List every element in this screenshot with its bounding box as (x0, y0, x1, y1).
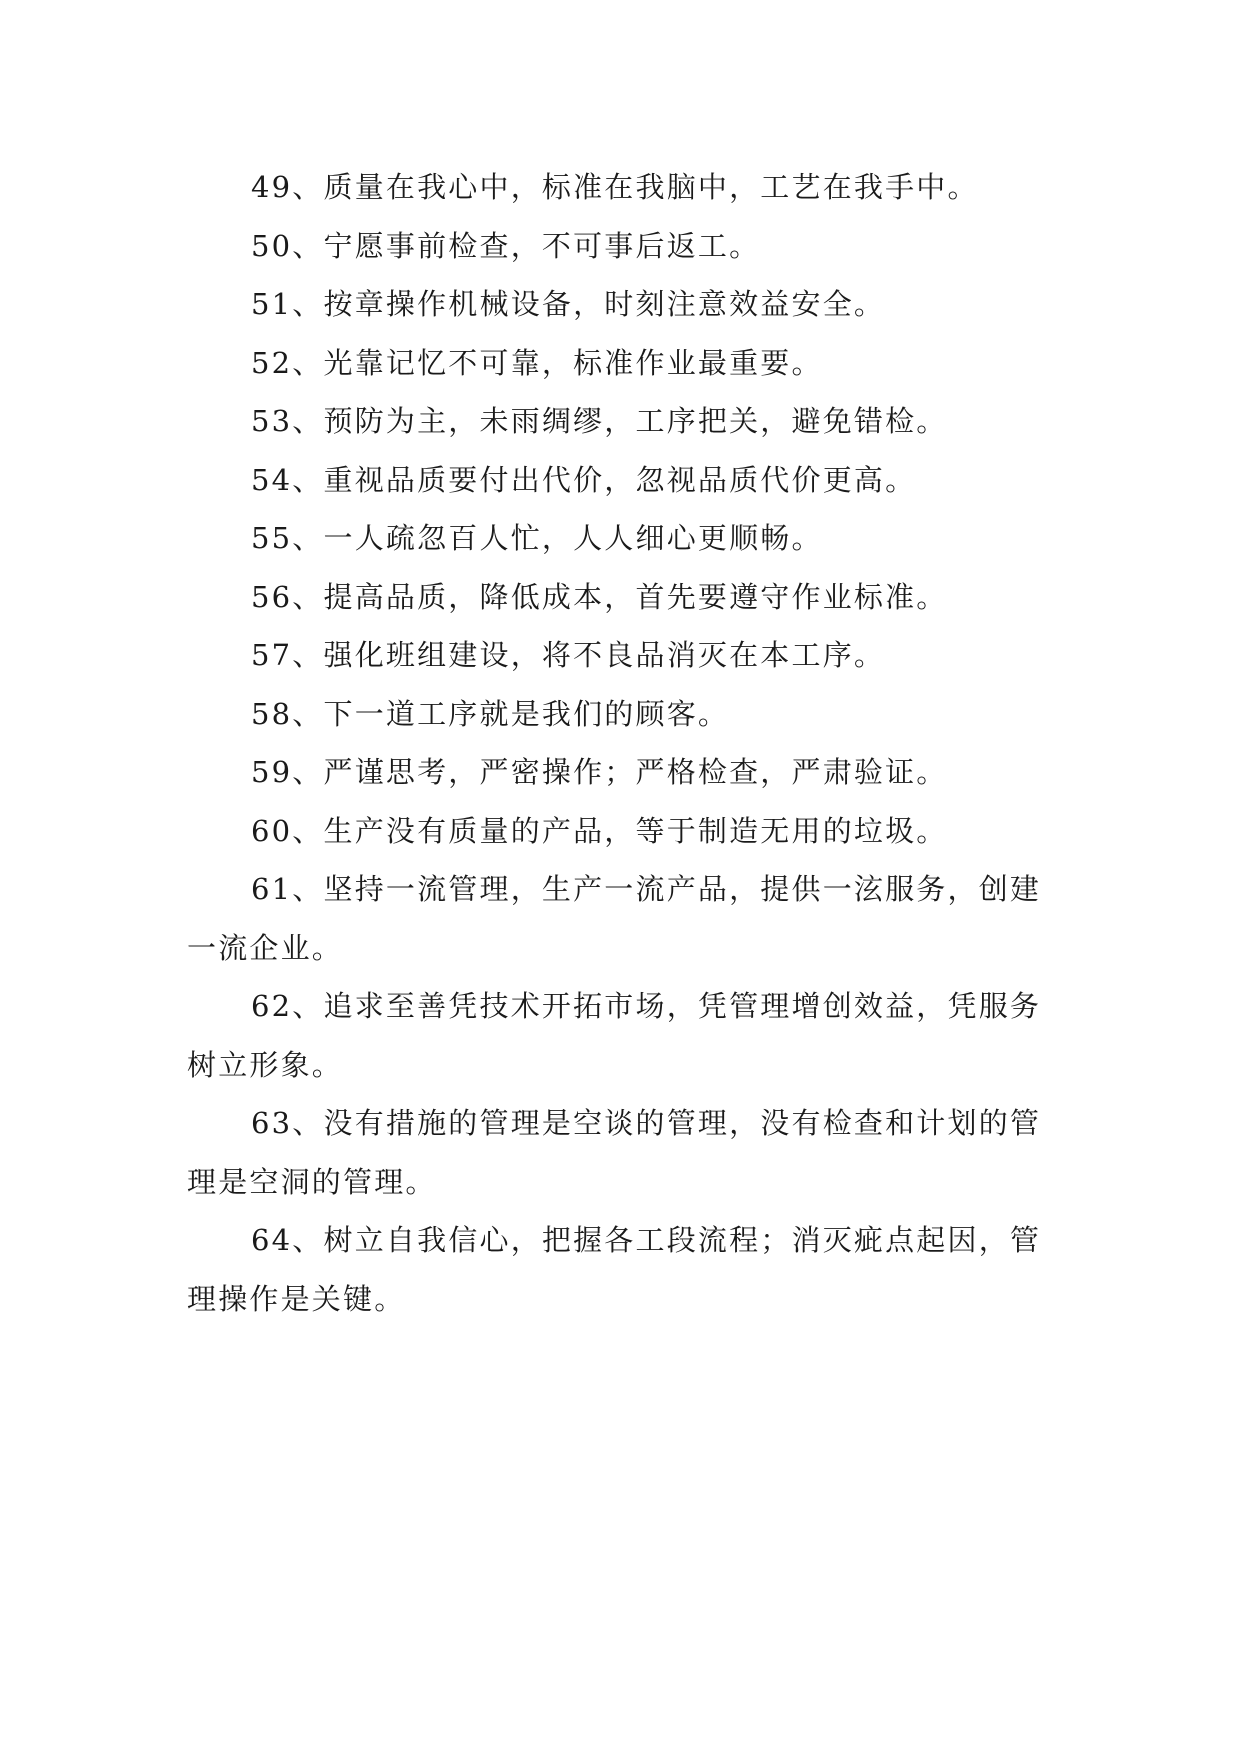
slogan-55: 55、一人疏忽百人忙，人人细心更顺畅。 (251, 521, 823, 555)
slogan-61: 61、坚持一流管理，生产一流产品，提供一泫服务，创建一流企业。 (187, 872, 1042, 965)
slogan-50: 50、宁愿事前检查，不可事后返工。 (251, 228, 761, 263)
slogan-49: 49、质量在我心中，标准在我脑中，工艺在我手中。 (251, 170, 979, 204)
slogan-63: 63、没有措施的管理是空谈的管理，没有检查和计划的管理是空洞的管理。 (187, 1106, 1042, 1199)
slogan-51: 51、按章操作机械设备，时刻注意效益安全。 (251, 287, 886, 321)
slogan-54: 54、重视品质要付出代价，忽视品质代价更高。 (251, 462, 917, 497)
slogan-58: 58、下一道工序就是我们的顾客。 (251, 696, 730, 731)
slogan-60: 60、生产没有质量的产品，等于制造无用的垃圾。 (251, 813, 948, 848)
slogan-59: 59、严谨思考，严密操作；严格检查，严肃验证。 (251, 755, 948, 789)
slogan-52: 52、光靠记忆不可靠，标准作业最重要。 (251, 345, 823, 380)
slogan-57: 57、强化班组建设，将不良品消灭在本工序。 (251, 638, 886, 672)
slogan-53: 53、预防为主，未雨绸缪，工序把关，避免错检。 (251, 404, 948, 438)
document-body (187, 158, 1057, 1328)
slogan-64: 64、树立自我信心，把握各工段流程；消灭疵点起因，管理操作是关键。 (187, 1223, 1042, 1316)
slogan-62: 62、追求至善凭技术开拓市场，凭管理增创效益，凭服务树立形象。 (187, 989, 1042, 1082)
slogan-56: 56、提高品质，降低成本，首先要遵守作业标准。 (251, 579, 948, 614)
